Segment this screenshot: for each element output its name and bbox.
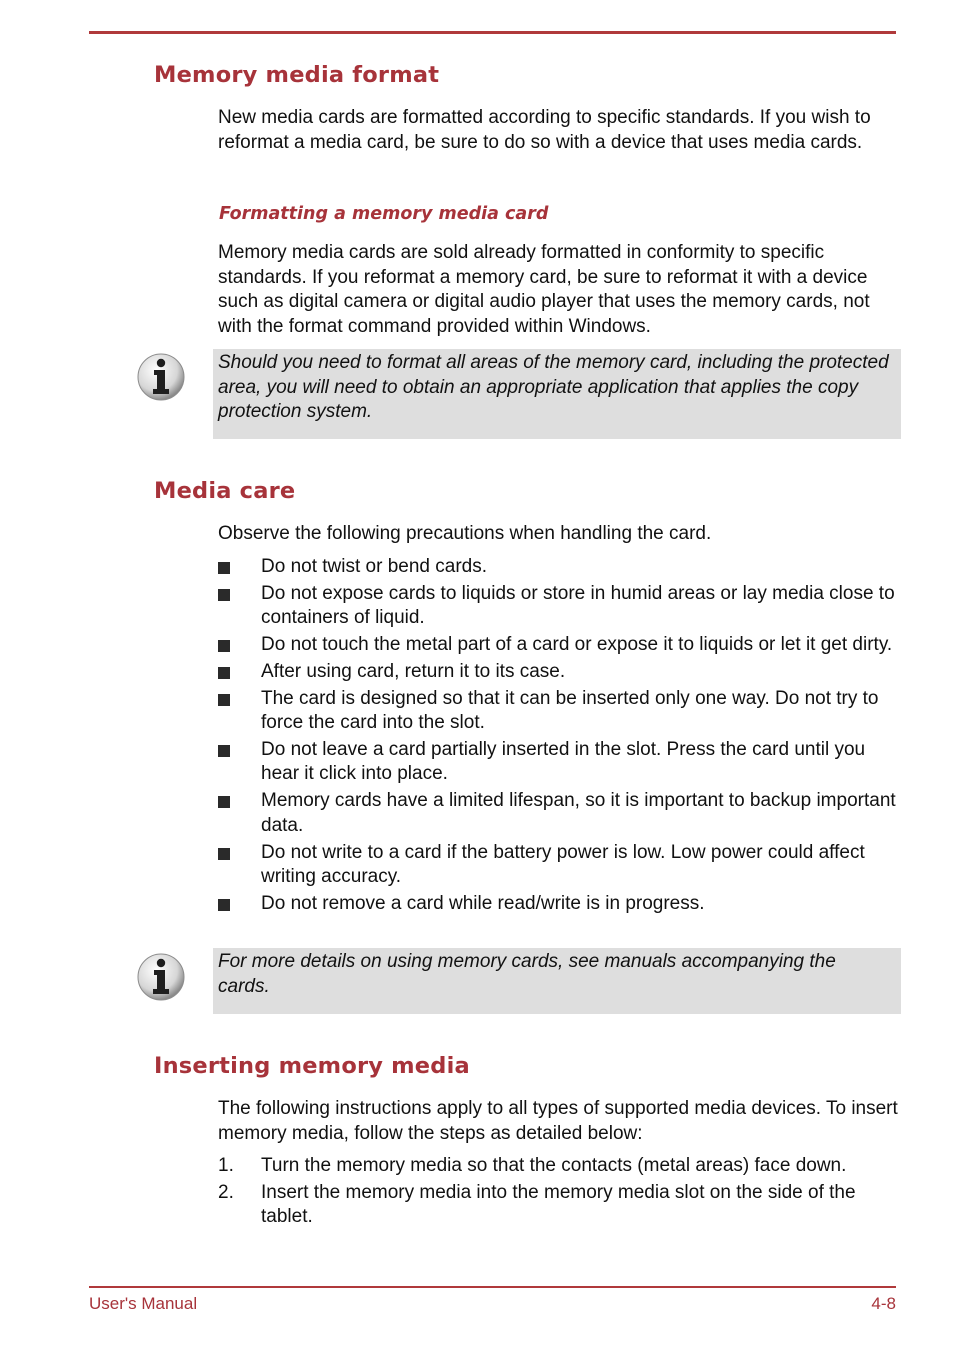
step-text: Turn the memory media so that the contacts (metal areas) face down. [261, 1155, 847, 1176]
info-icon [136, 352, 186, 402]
list-item [218, 582, 898, 631]
list-item-text: Do not twist or bend cards. [261, 556, 487, 577]
header-rule [89, 31, 896, 34]
bullet-square-icon [218, 589, 230, 601]
format-body: Memory media cards are sold already formatted in conformity to specific standards. If you reformat a memory card, be sure to reformat it with a device such as digital camera or digital audio player that uses the memory cards, not with the format command provided within Windows. [218, 242, 870, 337]
list-item-text: Do not expose cards to liquids or store in humid areas or lay media close to containers of liquid. [261, 582, 895, 629]
heading-memory-media-format: Memory media format [154, 62, 440, 88]
info-icon [136, 952, 186, 1002]
list-item [218, 892, 898, 917]
bullet-square-icon [218, 899, 230, 911]
format-intro: New media cards are formatted according to specific standards. If you wish to reformat a media card, be sure to do so with a device that uses media cards. [218, 107, 871, 153]
step-number: 1. [218, 1155, 234, 1176]
note-care: For more details on using memory cards, see manuals accompanying the cards. [213, 948, 901, 1014]
bullet-square-icon [218, 667, 230, 679]
bullet-square-icon [218, 745, 230, 757]
bullet-square-icon [218, 848, 230, 860]
bullet-square-icon [218, 640, 230, 652]
heading-inserting-memory-media: Inserting memory media [154, 1053, 470, 1079]
list-item-text: Do not write to a card if the battery power is low. Low power could affect writing accuracy. [261, 841, 865, 888]
subheading-formatting: Formatting a memory media card [219, 204, 549, 224]
bullet-square-icon [218, 694, 230, 706]
list-item [218, 789, 898, 838]
list-item [218, 555, 898, 580]
note-format: Should you need to format all areas of the memory card, including the protected area, you will need to obtain an appropriate application that applies the copy protection system. [213, 349, 901, 439]
list-item [218, 738, 898, 787]
list-item-text: Do not touch the metal part of a card or expose it to liquids or let it get dirty. [261, 634, 893, 656]
step-item [218, 1181, 898, 1230]
footer-page-number: 4-8 [871, 1294, 896, 1313]
list-item [218, 633, 898, 658]
bullet-square-icon [218, 562, 230, 574]
care-bullet-list [218, 555, 898, 919]
step-number: 2. [218, 1181, 234, 1203]
footer-rule [89, 1286, 896, 1288]
step-text: Insert the memory media into the memory media slot on the side of the tablet. [261, 1181, 856, 1228]
heading-media-care: Media care [154, 478, 296, 504]
list-item-text: Do not remove a card while read/write is in progress. [261, 892, 705, 914]
inserting-steps-list [218, 1154, 898, 1232]
list-item-text: Memory cards have a limited lifespan, so it is important to backup important data. [261, 790, 896, 836]
list-item-text: The card is designed so that it can be inserted only one way. Do not try to force the card into the slot. [261, 687, 879, 734]
list-item [218, 841, 898, 890]
list-item [218, 687, 898, 736]
list-item-text: Do not leave a card partially inserted in the slot. Press the card until you hear it click into place. [261, 738, 866, 785]
step-item [218, 1154, 898, 1179]
list-item-text: After using card, return it to its case. [261, 660, 566, 682]
inserting-intro: The following instructions apply to all types of supported media devices. To insert memory media, follow the steps as detailed below: [218, 1098, 898, 1144]
footer-manual-title: User's Manual [89, 1294, 198, 1313]
list-item [218, 660, 898, 685]
care-intro: Observe the following precautions when handling the card. [218, 523, 712, 544]
bullet-square-icon [218, 796, 230, 808]
